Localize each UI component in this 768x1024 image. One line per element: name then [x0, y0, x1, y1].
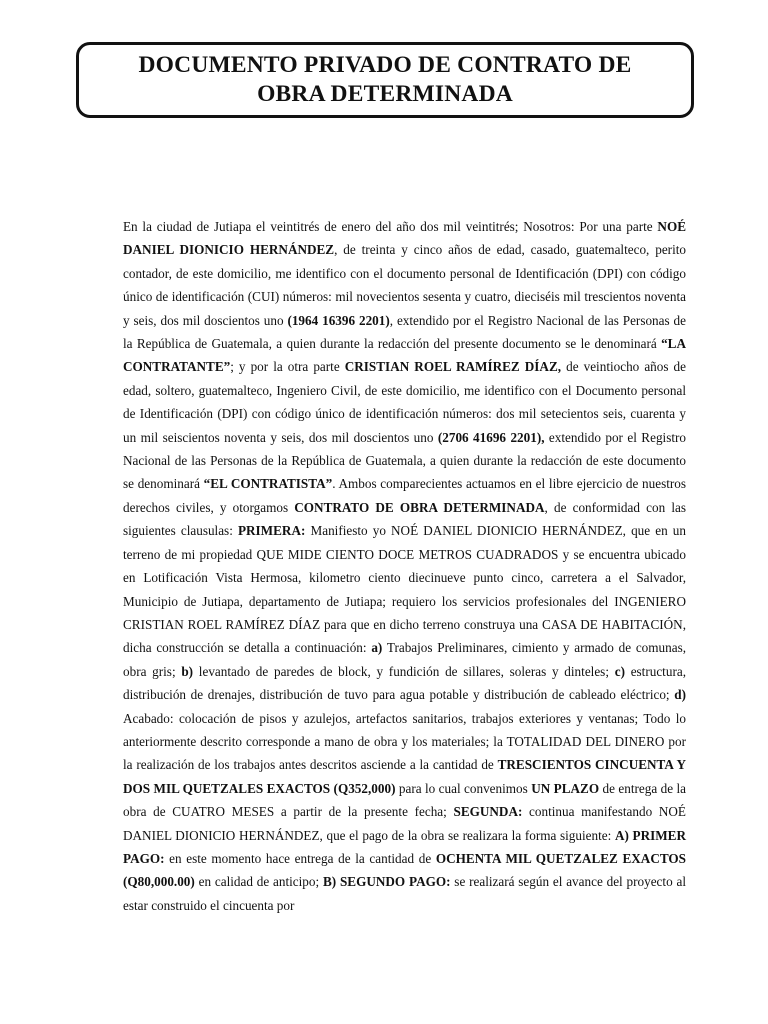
- document-title-line-1: DOCUMENTO PRIVADO DE CONTRATO DE: [138, 52, 632, 78]
- bold-text-segment: NOÉ DANIEL DIONICIO HERNÁNDEZ: [123, 219, 686, 258]
- bold-text-segment: a): [371, 640, 383, 656]
- text-segment: en calidad de anticipo;: [194, 874, 323, 890]
- bold-text-segment: PRIMERA:: [237, 523, 306, 539]
- text-segment: levantado de paredes de block, y fundición de sillares, soleras y dinteles;: [193, 663, 615, 679]
- bold-text-segment: UN PLAZO: [531, 780, 600, 796]
- document-title-line-2: OBRA DETERMINADA: [257, 81, 513, 107]
- contract-body-paragraph: [123, 215, 686, 917]
- bold-text-segment: d): [674, 687, 686, 703]
- bold-text-segment: b): [181, 663, 194, 679]
- text-segment: Manifiesto yo NOÉ DANIEL DIONICIO HERNÁNDEZ, que en un terreno de mi propiedad QUE MIDE CIENTO DOCE METROS CUADRADOS y se encuentra ubicado en Lotificación Vista Hermosa, kilometro ciento diecinueve punto cinco, carretera a el Salvador, Municipio de Jutiapa, departamento de Jutiapa; requiero los servicios profesionales del INGENIERO CRISTIAN ROEL RAMÍREZ DÍAZ para que en dicho terreno construya una CASA DE HABITACIÓN, dicha construcción se detalla a continuación:: [123, 523, 686, 656]
- bold-text-segment: CONTRATO DE OBRA DETERMINADA: [294, 499, 545, 515]
- text-segment: ; y por la otra parte: [230, 359, 345, 375]
- text-segment: , extendido por el Registro Nacional de las Personas de la República de Guatemala, a quien durante la redacción del presente documento se le denominará: [123, 312, 686, 352]
- bold-text-segment: (1964 16396 2201): [287, 312, 390, 328]
- text-segment: para lo cual convenimos: [395, 780, 532, 796]
- text-segment: extendido por el Registro Nacional de las Personas de la República de Guatemala, a quien durante la redacción de este documento se denominará: [123, 429, 686, 492]
- text-segment: se realizará según el avance del proyecto al estar construido el cincuenta por: [123, 874, 686, 913]
- text-segment: . Ambos comparecientes actuamos en el libre ejercicio de nuestros derechos civiles, y otorgamos: [123, 476, 687, 515]
- text-segment: estructura, distribución de drenajes, distribución de tuvo para agua potable y distribución de cableado eléctrico;: [123, 663, 686, 703]
- bold-text-segment: TRESCIENTOS CINCUENTA Y DOS MIL QUETZALES EXACTOS (Q352,000): [123, 757, 687, 796]
- text-segment: , de conformidad con las siguientes clausulas:: [123, 499, 686, 539]
- text-segment: Acabado: colocación de pisos y azulejos, artefactos sanitarios, trabajos exteriores y ventanas; Todo lo anteriormente descrito corresponde a mano de obra y los materiales; la TOTALIDAD DEL DINERO por la realización de los trabajos antes descritos asciende a la cantidad de: [123, 710, 686, 773]
- text-segment: de entrega de la obra de CUATRO MESES a partir de la presente fecha;: [123, 780, 686, 820]
- text-segment: En la ciudad de Jutiapa el veintitrés de enero del año dos mil veintitrés; Nosotros: Por una parte: [123, 219, 658, 234]
- bold-text-segment: c): [614, 663, 625, 679]
- bold-text-segment: OCHENTA MIL QUETZALEZ EXACTOS (Q80,000.00): [123, 850, 686, 890]
- bold-text-segment: SEGUNDA:: [453, 804, 523, 820]
- bold-text-segment: CRISTIAN ROEL RAMÍREZ DÍAZ,: [344, 359, 562, 375]
- bold-text-segment: “LA CONTRATANTE”: [123, 336, 686, 375]
- bold-text-segment: “EL CONTRATISTA”: [203, 476, 333, 492]
- bold-text-segment: (2706 41696 2201),: [437, 429, 545, 445]
- text-segment: Trabajos Preliminares, cimiento y armado de comunas, obra gris;: [123, 640, 686, 679]
- bold-text-segment: A) PRIMER PAGO:: [123, 827, 686, 866]
- document-title-box: [76, 42, 694, 118]
- text-segment: de veintiocho años de edad, soltero, guatemalteco, Ingeniero Civil, de este domicilio, me identifico con el Documento personal de Identificación (DPI) con código único de identificación números: dos mil setecientos seis, cuarenta y un mil seiscientos noventa y seis, dos mil doscientos uno: [123, 359, 687, 445]
- text-segment: , de treinta y cinco años de edad, casado, guatemalteco, perito contador, de este domicilio, me identifico con el documento personal de Identificación (DPI) con código único de identificación (CUI) números: mil novecientos sesenta y cuatro, dieciséis mil trescientos noventa y seis, dos mil doscientos uno: [123, 242, 687, 328]
- text-segment: en este momento hace entrega de la cantidad de: [164, 850, 436, 866]
- text-segment: continua manifestando NOÉ DANIEL DIONICIO HERNÁNDEZ, que el pago de la obra se realizara la forma siguiente:: [123, 804, 686, 843]
- bold-text-segment: B) SEGUNDO PAGO:: [322, 874, 451, 890]
